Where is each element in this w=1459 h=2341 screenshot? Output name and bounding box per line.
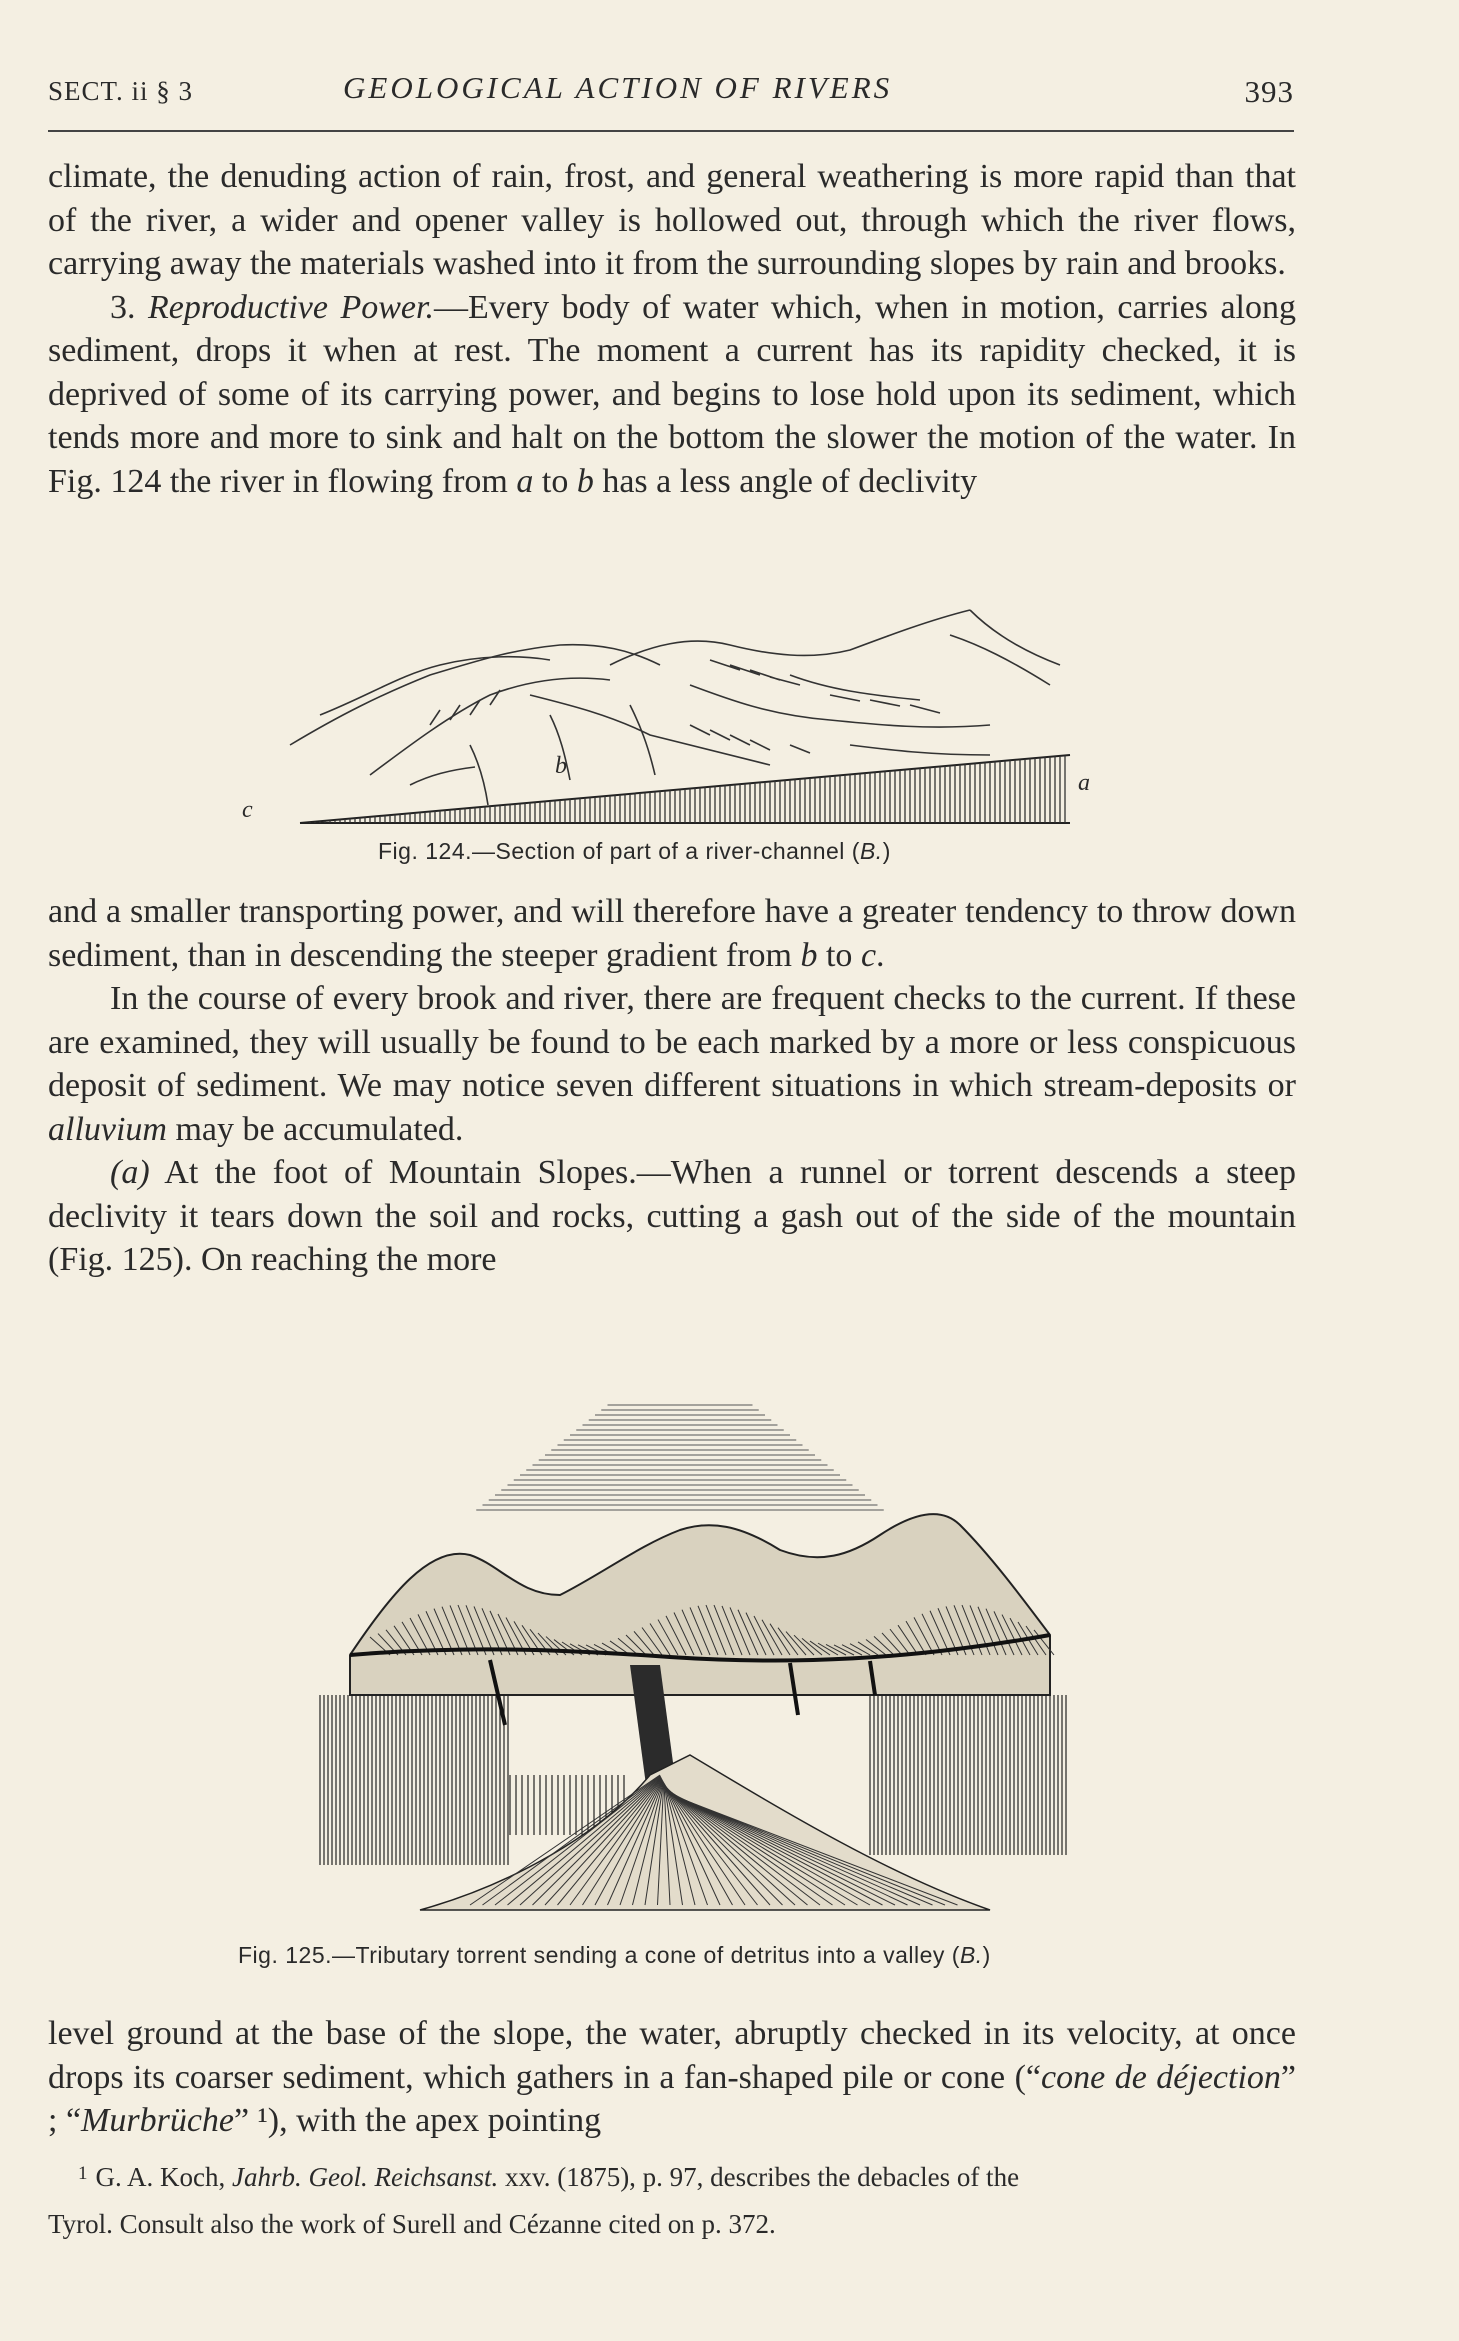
figure-124-caption <box>378 838 891 865</box>
paragraph-climate: climate, the denuding action of rain, frost, and general weathering is more rapid than that of the river, a wider and opener valley is hollowed out, through which the river flows, carrying away the materials washed into it from the surrounding slopes by rain and brooks. <box>48 158 1296 282</box>
paragraph-reproductive-power <box>48 286 1296 504</box>
section-number: 3. <box>110 288 136 326</box>
term-alluvium: alluvium <box>48 1110 167 1148</box>
paragraph-text: ” ; “ <box>48 2058 1297 2139</box>
paragraph-transporting-power <box>48 890 1296 977</box>
caption-text: Fig. 125.—Tributary torrent sending a cone of detritus into a valley ( <box>238 1942 960 1968</box>
paragraph-text: has a less angle of declivity <box>593 462 978 500</box>
point-b-ref: b <box>576 462 594 500</box>
footnote-journal: Jahrb. Geol. Reichsanst. <box>232 2162 499 2192</box>
footnote-author: G. A. Koch, <box>95 2162 232 2192</box>
page-number: 393 <box>1244 74 1294 109</box>
paragraph-checks-current <box>48 977 1296 1151</box>
caption-text: ) <box>882 838 891 864</box>
list-label-a: (a) <box>110 1154 150 1191</box>
figure-124 <box>230 605 1110 835</box>
point-b-ref: b <box>800 936 818 974</box>
paragraph-text: to <box>817 936 861 974</box>
term-murbruche: Murbrüche <box>81 2102 235 2139</box>
paragraph-text: to <box>533 462 577 500</box>
torrent-cone-illustration <box>270 1395 1090 1925</box>
paragraph-text: level ground at the base of the slope, the water, abruptly checked in its velocity, at once drops its coarser sediment, which gathers in a fan-shaped pile or cone (“ <box>48 2015 1296 2096</box>
footnote-1 <box>48 2150 1308 2201</box>
text-block-top <box>48 155 1296 503</box>
paragraph-text: In the course of every brook and river, there are frequent checks to the current. If these are examined, they will usually be found to be each marked by a more or less conspicuous deposit of sediment. We may notice seven different situations in which stream-deposits or <box>48 980 1296 1104</box>
paragraph-text: ” ¹), with the apex pointing <box>234 2102 602 2139</box>
figure-125-caption <box>238 1942 991 1969</box>
fig124-label-c: c <box>242 797 253 823</box>
footnote-text: xxv. (1875), p. 97, describes the debacles of the <box>498 2162 1020 2192</box>
paragraph-text: At the foot of Mountain Slopes.—When a runnel or torrent descends a steep declivity it tears down the soil and rocks, cutting a gash out of the side of the mountain (Fig. 125). On reaching the more <box>48 1154 1296 1278</box>
section-heading: Reproductive Power. <box>147 288 434 326</box>
fig124-label-b: b <box>555 753 567 779</box>
fig124-label-a: a <box>1078 770 1090 796</box>
section-reference: SECT. ii § 3 <box>48 76 194 106</box>
paragraph-text: —Every body of water which, when in motion, carries along sediment, drops it when at rest. The moment a current has its rapidity checked, it is deprived of some of its carrying power, and begins to lose hold upon its sediment, which tends more and more to sink and halt on the bottom the slower the motion of the water. In Fig. 124 the river in flowing from <box>48 288 1296 500</box>
paragraph-text: . <box>876 936 885 974</box>
paragraph-mountain-slopes <box>48 1151 1296 1282</box>
footnotes <box>48 2150 1308 2248</box>
point-a-ref: a <box>516 462 534 500</box>
text-block-bottom <box>48 2012 1296 2143</box>
chapter-title: GEOLOGICAL ACTION OF RIVERS <box>343 70 893 105</box>
text-block-middle <box>48 890 1296 1282</box>
paragraph-text: and a smaller transporting power, and will therefore have a greater tendency to throw down sediment, than in descending the steeper gradient from <box>48 893 1296 974</box>
river-channel-section-illustration <box>230 605 1110 835</box>
running-head <box>48 70 1294 120</box>
footnote-marker: 1 <box>78 2163 88 2184</box>
footnote-1-continued: Tyrol. Consult also the work of Surell and Cézanne cited on p. 372. <box>48 2209 776 2239</box>
caption-source: B. <box>959 1942 983 1968</box>
header-rule <box>48 130 1294 132</box>
paragraph-text: may be accumulated. <box>166 1110 464 1148</box>
caption-text: Fig. 124.—Section of part of a river-channel ( <box>378 838 860 864</box>
term-cone-de-dejection: cone de déjection <box>1041 2058 1281 2096</box>
paragraph-level-ground <box>48 2012 1296 2143</box>
point-c-ref: c <box>860 936 877 974</box>
figure-125 <box>270 1395 1090 1925</box>
caption-text: ) <box>982 1942 991 1968</box>
caption-source: B. <box>859 838 883 864</box>
